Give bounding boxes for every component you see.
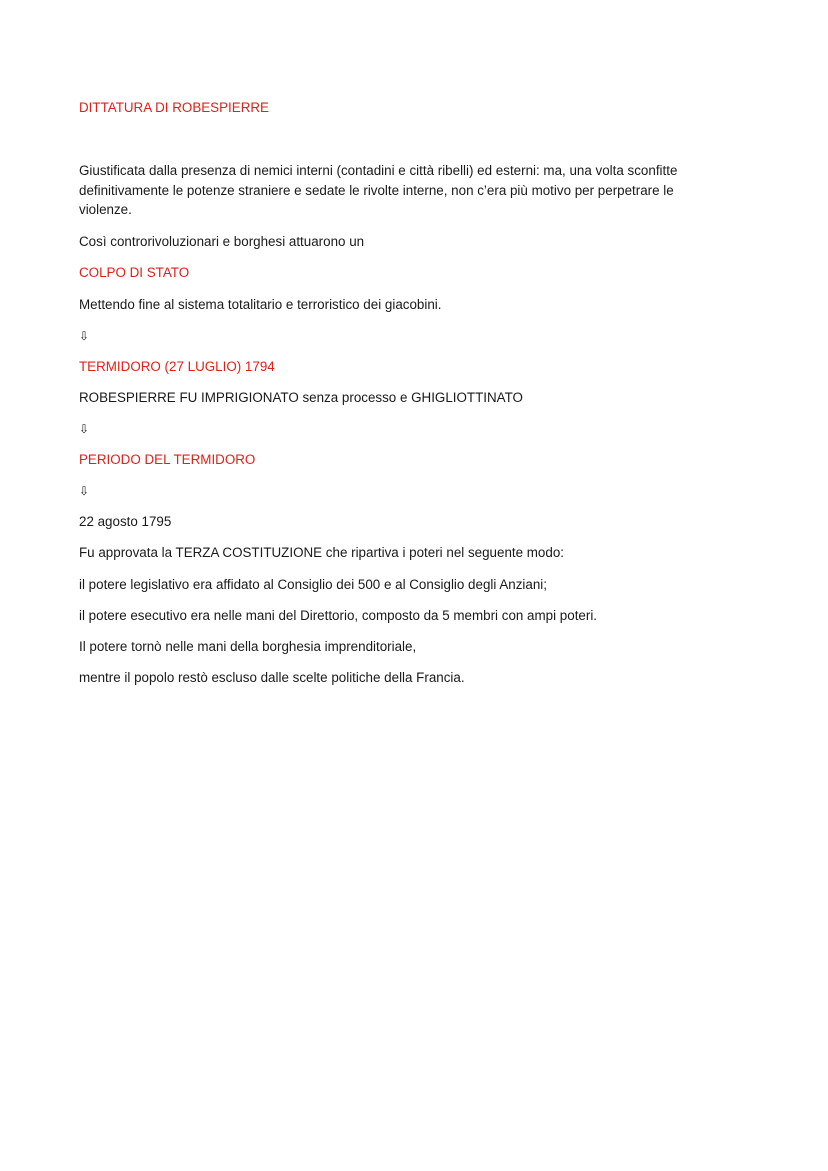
down-arrow-icon: ⇩ [79,422,90,436]
down-arrow-icon: ⇩ [79,329,90,343]
robespierre-fate-line: ROBESPIERRE FU IMPRIGIONATO senza processo e GHIGLIOTTINATO [79,390,523,405]
people-excluded-line: mentre il popolo restò escluso dalle scelte politiche della Francia. [79,670,465,685]
date-line: 22 agosto 1795 [79,514,172,529]
coup-intro-line: Così controrivoluzionari e borghesi attuarono un [79,234,365,249]
bourgeoisie-line: Il potere tornò nelle mani della borghesia imprenditoriale, [79,639,417,654]
intro-paragraph: Giustificata dalla presenza di nemici interni (contadini e città ribelli) ed esterni: ma, una volta sconfitte definitivamente le potenze straniere e sedate le rivolte interne, non c’era più motivo per perpetrare le violenze. [79,163,678,218]
document-title: DITTATURA DI ROBESPIERRE [79,100,269,115]
constitution-line: Fu approvata la TERZA COSTITUZIONE che ripartiva i poteri nel seguente modo: [79,545,564,560]
coup-description-line: Mettendo fine al sistema totalitario e terroristico dei giacobini. [79,297,442,312]
executive-power-line: il potere esecutivo era nelle mani del Direttorio, composto da 5 membri con ampi poteri. [79,608,598,623]
heading-thermidor-period: PERIODO DEL TERMIDORO [79,452,256,467]
legislative-power-line: il potere legislativo era affidato al Consiglio dei 500 e al Consiglio degli Anziani; [79,577,547,592]
heading-coup-de-etat: COLPO DI STATO [79,265,190,280]
down-arrow-icon: ⇩ [79,484,90,498]
heading-thermidor-date: TERMIDORO (27 LUGLIO) 1794 [79,359,275,374]
